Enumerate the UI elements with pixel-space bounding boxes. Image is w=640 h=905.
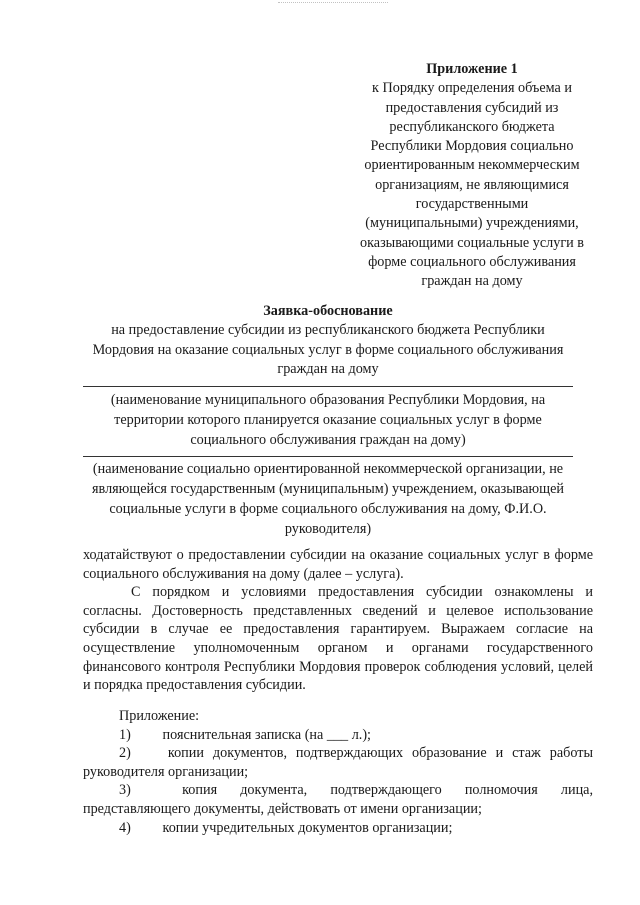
appendix-line: республиканского бюджета — [389, 118, 555, 135]
appendix-line: Республики Мордовия социально — [370, 138, 574, 155]
request-title: Заявка-обоснование — [263, 303, 393, 319]
paragraph-petition: ходатайствуют о предоставлении субсидии на оказание социальных услуг в форме социального обслуживания на дому (далее – услуга). — [83, 547, 593, 582]
request-subtitle-line: граждан на дому — [277, 360, 379, 377]
appendix-line: к Порядку определения объема и — [372, 80, 572, 97]
request-body — [83, 546, 593, 695]
attachment-item: 3) копия документа, подтверждающего полномочия лица, представляющего документы, действовать от имени организации; — [83, 782, 594, 817]
organization-caption: (наименование социально ориентированной некоммерческой организации, не являющейся государственным (муниципальным) учреждением, оказывающей социальные услуги в форме социального обслуживания на дому, Ф.И.О. руководителя) — [92, 461, 564, 537]
attachment-item: 4) копии учредительных документов организации; — [119, 819, 453, 836]
request-subtitle-line: на предоставление субсидии из республиканского бюджета Республики — [111, 322, 545, 339]
appendix-block — [336, 60, 608, 292]
fill-in-line-municipality — [83, 386, 573, 387]
request-header — [86, 302, 570, 379]
appendix-title: Приложение 1 — [426, 61, 518, 77]
appendix-line: государственными — [415, 196, 529, 213]
municipality-caption: (наименование муниципального образования Республики Мордовия, на территории которого планируется оказание социальных услуг в форме социального обслуживания граждан на дому) — [110, 392, 546, 448]
appendix-line: форме социального обслуживания — [368, 253, 576, 270]
appendix-line: организациям, не являющимися — [375, 176, 569, 193]
attachments-heading: Приложение: — [119, 708, 200, 724]
scan-artifact — [278, 2, 388, 11]
paragraph-consent: С порядком и условиями предоставления субсидии ознакомлены и согласны. Достоверность представленных сведений и целевое использование субсидии в случае ее предоставления гарантируем. Выражаем согласие на осуществление уполномоченным органом и органами государственного финансового контроля Республики Мордовия проверок соблюдения условий, целей и порядка предоставления субсидии. — [83, 584, 593, 694]
fill-in-line-organization — [83, 456, 573, 457]
request-subtitle-line: Мордовия на оказание социальных услуг в форме социального обслуживания — [92, 341, 564, 358]
appendix-line: граждан на дому — [421, 273, 523, 290]
appendix-line: (муниципальными) учреждениями, — [365, 215, 579, 232]
appendix-line: ориентированным некоммерческим — [364, 157, 580, 174]
attachment-item: 2) копии документов, подтверждающих образование и стаж работы руководителя организации; — [83, 745, 594, 780]
attachment-item: 1) пояснительная записка (на ___ л.); — [119, 726, 371, 743]
appendix-line: оказывающими социальные услуги в — [360, 234, 584, 251]
attachments-list — [83, 707, 593, 837]
appendix-line: предоставления субсидий из — [385, 99, 559, 116]
